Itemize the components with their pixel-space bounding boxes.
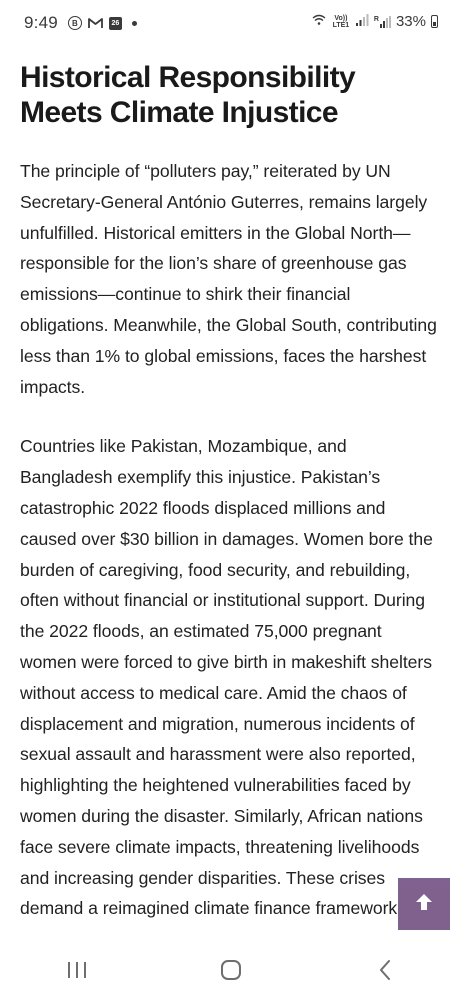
status-left	[24, 13, 137, 33]
home-icon	[219, 958, 243, 987]
battery-icon	[431, 15, 438, 28]
recent-apps-icon	[66, 960, 88, 985]
b-circle-icon: B	[68, 16, 82, 30]
article	[20, 60, 442, 924]
signal-strength-2-icon: R	[374, 16, 391, 28]
calendar-icon: 26	[109, 17, 122, 30]
wifi-icon	[312, 13, 326, 30]
signal-strength-1-icon	[356, 13, 369, 30]
article-paragraph: Countries like Pakistan, Mozambique, and Bangladesh exemplify this injustice. Pakistan’s catastrophic 2022 floods displaced millions and caused over $30 billion in damages. Women bore the burden of caregiving, food security, and rebuilding, often without financial or institutional support. During the 2022 floods, an estimated 75,000 pregnant women were forced to give birth in makeshift shelters without access to medical care. Amid the chaos of displacement and migration, numerous incidents of sexual assault and harassment were also reported, highlighting the heightened vulnerabilities faced by women during the disaster. Similarly, African nations face severe climate impacts, threatening livelihoods and increasing gender disparities. These crises demand a reimagined climate finance framework	[20, 436, 433, 919]
battery-percent: 33%	[395, 13, 426, 30]
status-bar	[0, 0, 462, 44]
scroll-to-top-button[interactable]	[398, 878, 450, 930]
navigation-bar	[0, 944, 462, 1000]
gmail-icon	[88, 16, 103, 31]
back-button[interactable]	[355, 952, 415, 992]
article-paragraph: The principle of “polluters pay,” reiterated by UN Secretary-General António Guterres, remains largely unfulfilled. Historical emitters in the Global North—responsible for the lion’s share of greenhouse gas emissions—continue to shirk their financial obligations. Meanwhile, the Global South, contributing less than 1% to global emissions, faces the harshest impacts.	[20, 161, 437, 397]
status-time: 9:49	[24, 13, 58, 32]
arrow-up-icon	[413, 891, 435, 918]
status-right	[312, 13, 438, 30]
article-title: Historical Responsibility Meets Climate Injustice	[20, 61, 356, 129]
volte-lte-indicator: Vo)) LTE1	[332, 14, 350, 29]
back-icon	[377, 959, 393, 986]
recent-apps-button[interactable]	[47, 952, 107, 992]
notification-dot-icon	[132, 21, 137, 26]
home-button[interactable]	[201, 952, 261, 992]
